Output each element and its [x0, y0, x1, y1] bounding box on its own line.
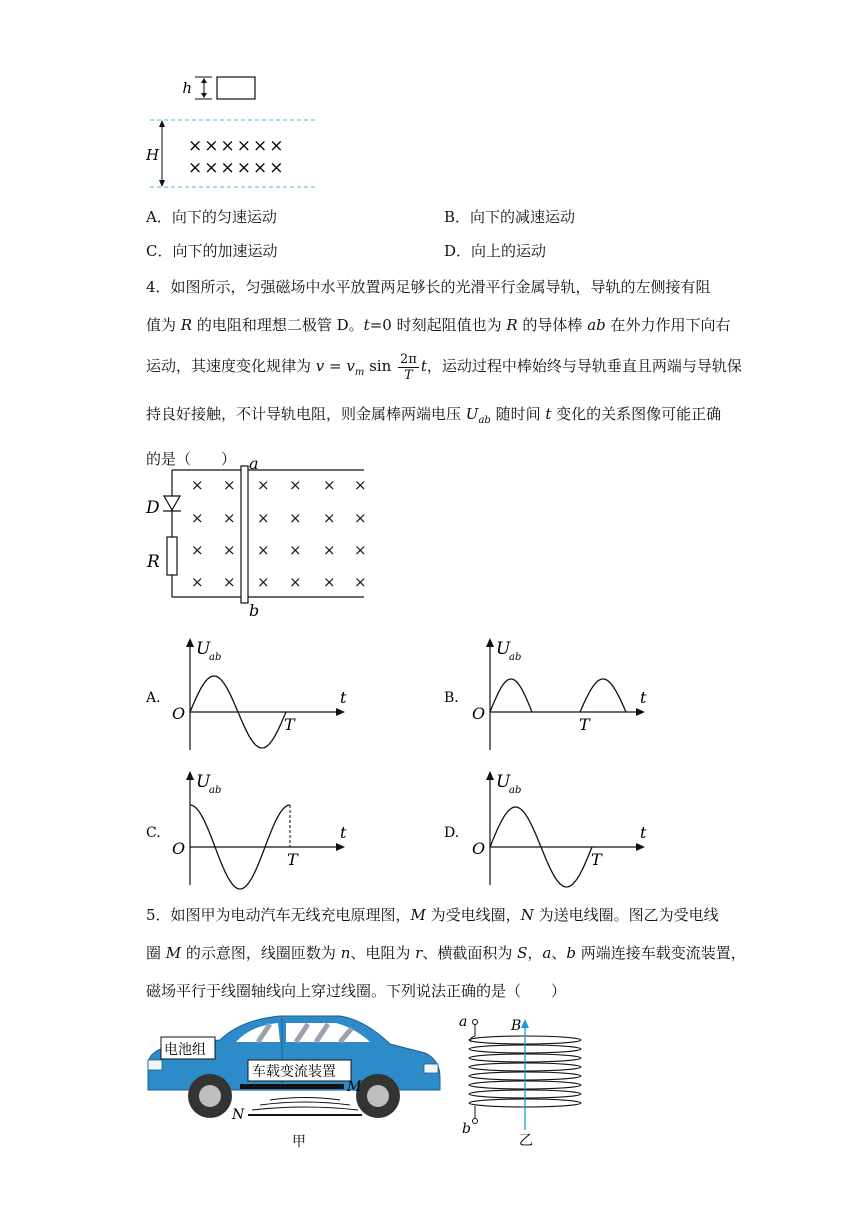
q3-figure: [140, 70, 340, 195]
option-text: 向下的匀速运动: [171, 208, 277, 226]
q3-option-b[interactable]: [444, 207, 575, 227]
q5-line-1: 5．如图甲为电动汽车无线充电原理图，M 为受电线圈，N 为送电线圈。图乙为受电线: [146, 906, 719, 924]
graph-b-curve: [490, 679, 626, 712]
q5-car-figure: [140, 1008, 450, 1153]
field-cross: ×: [323, 541, 336, 559]
q4-line-4: 持良好接触，不计导轨电阻，则金属棒两端电压 $U_{ab}$ 随时间 t 变化的关系图像可能正确: [146, 405, 722, 426]
q4-question-text: [146, 268, 742, 478]
option-letter: B．: [444, 208, 471, 226]
q3-coil-block: [217, 77, 255, 99]
field-cross: ×: [191, 573, 204, 591]
field-cross: ×: [223, 573, 236, 591]
axis-u-sub: ab: [509, 652, 522, 663]
option-text: 向下的加速运动: [172, 242, 278, 260]
receiving-coil-M: [240, 1084, 344, 1089]
circuit-R-label: R: [147, 552, 160, 572]
option-text: 向上的运动: [471, 242, 547, 260]
axis-u-label: U: [496, 639, 511, 659]
transmitting-coil-N: [248, 1098, 362, 1116]
q5-line-2: 圈 M 的示意图，线圈匝数为 n、电阻为 r、横截面积为 S，a、b 两端连接车载变流装置，: [146, 944, 746, 962]
field-cross: ×: [323, 509, 336, 527]
rod-ab: [241, 466, 248, 603]
q4-line-5: 的是（ ）: [146, 450, 237, 468]
coil-b-label: b: [462, 1121, 471, 1137]
q5-coil-figure: [455, 1012, 595, 1152]
circuit-a-label: a: [249, 454, 259, 473]
origin-label: O: [172, 704, 186, 723]
graph-b-option[interactable]: B.: [444, 690, 459, 706]
axis-u-sub: ab: [209, 652, 222, 663]
period-T-label: T: [591, 850, 602, 869]
graph-d-option[interactable]: D.: [444, 825, 460, 841]
option-letter: C．: [146, 242, 173, 260]
q5-question-text: [146, 896, 746, 1010]
circuit-D-label: D: [146, 498, 160, 518]
q4-line-1: 4．如图所示，匀强磁场中水平放置两足够长的光滑平行金属导轨，导轨的左侧接有阻: [146, 278, 711, 296]
field-cross: ×: [354, 509, 367, 527]
q3-H-label: H: [146, 146, 160, 164]
field-cross: ×: [354, 541, 367, 559]
car-battery-label: 电池组: [164, 1042, 206, 1058]
velocity-equation: $v = v_m$ sin $\frac{2\pi}{T}$ t: [315, 351, 427, 383]
q4-graph-a: [140, 630, 370, 755]
q3-option-a[interactable]: [146, 207, 277, 227]
field-cross: ×: [289, 573, 302, 591]
magnetic-field-crosses: [191, 476, 367, 591]
q3-field-row-1: ××××××: [188, 136, 286, 156]
q4-graph-c: [140, 765, 370, 895]
axis-u-sub: ab: [509, 785, 522, 796]
q5-line-3: 磁场平行于线圈轴线向上穿过线圈。下列说法正确的是（ ）: [146, 982, 567, 1000]
field-cross: ×: [223, 509, 236, 527]
q3-field-row-2: ××××××: [188, 158, 286, 178]
car-M-label: M: [347, 1079, 362, 1095]
field-cross: ×: [223, 541, 236, 559]
field-cross: ×: [354, 476, 367, 494]
axis-u-label: U: [196, 772, 211, 792]
option-letter: D．: [444, 242, 472, 260]
field-cross: ×: [191, 541, 204, 559]
period-T-label: T: [284, 715, 295, 734]
axis-t-label: t: [640, 823, 647, 842]
coil-a-label: a: [459, 1014, 468, 1030]
graph-c-option[interactable]: C.: [146, 825, 161, 841]
q4-line-2: 值为 R 的电阻和理想二极管 D。t=0 时刻起阻值也为 R 的导体棒 ab 在外力作用下向右: [146, 316, 731, 334]
field-cross: ×: [354, 573, 367, 591]
car-caption: 甲: [292, 1134, 306, 1150]
q3-option-c[interactable]: [146, 241, 278, 261]
coil-caption: 乙: [519, 1133, 533, 1149]
field-cross: ×: [289, 476, 302, 494]
q4-graph-d: [440, 765, 670, 895]
circuit-b-label: b: [249, 601, 260, 620]
q3-option-d[interactable]: [444, 241, 546, 261]
field-cross: ×: [289, 541, 302, 559]
period-T-label: T: [579, 715, 590, 734]
coil-B-label: B: [511, 1018, 522, 1034]
origin-label: O: [172, 839, 186, 858]
axis-t-label: t: [640, 688, 647, 707]
axis-u-label: U: [496, 772, 511, 792]
q4-line-3: 运动，其速度变化规律为 $v = v_m$ sin $\frac{2\pi}{T}$ t，运动过程中棒始终与导轨垂直且两端与导轨保: [146, 351, 742, 383]
car-converter-label: 车载变流装置: [252, 1064, 336, 1080]
period-T-label: T: [287, 850, 298, 869]
resistor-icon: [167, 537, 177, 575]
diode-icon: [164, 496, 180, 510]
field-cross: ×: [257, 509, 270, 527]
field-cross: ×: [257, 476, 270, 494]
origin-label: O: [472, 839, 486, 858]
field-cross: ×: [191, 476, 204, 494]
option-letter: A．: [146, 208, 172, 226]
axis-t-label: t: [340, 688, 347, 707]
q3-h-label: h: [182, 79, 192, 97]
field-cross: ×: [223, 476, 236, 494]
axis-u-label: U: [196, 639, 211, 659]
field-cross: ×: [257, 573, 270, 591]
graph-a-option[interactable]: A.: [146, 690, 161, 706]
axis-t-label: t: [340, 823, 347, 842]
field-cross: ×: [323, 476, 336, 494]
option-text: 向下的减速运动: [470, 208, 576, 226]
car-N-label: N: [232, 1107, 245, 1123]
field-cross: ×: [289, 509, 302, 527]
origin-label: O: [472, 704, 486, 723]
field-cross: ×: [257, 541, 270, 559]
q4-circuit: [140, 452, 380, 622]
field-cross: ×: [191, 509, 204, 527]
axis-u-sub: ab: [209, 785, 222, 796]
q4-graph-b: [440, 630, 670, 755]
field-cross: ×: [323, 573, 336, 591]
